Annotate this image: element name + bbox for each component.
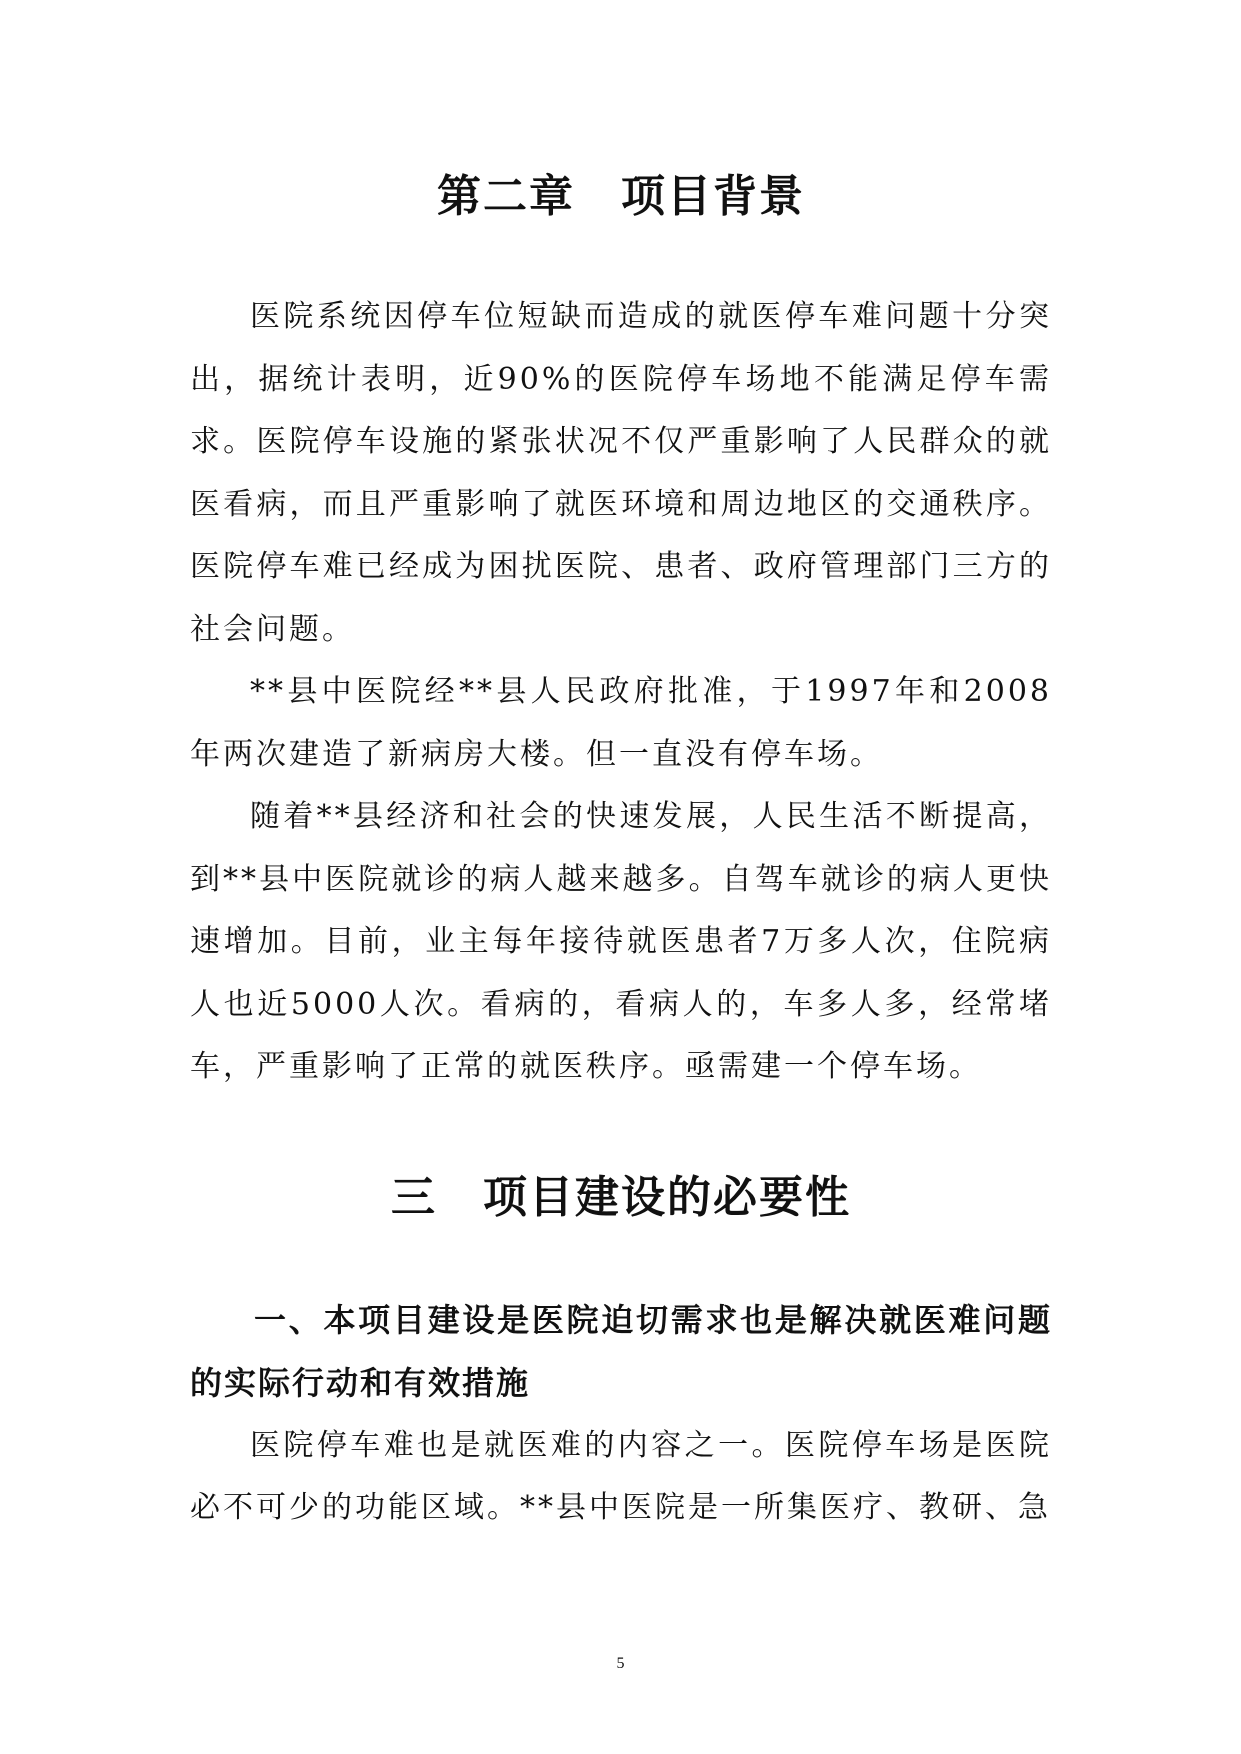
paragraph-background-3: 随着**县经济和社会的快速发展，人民生活不断提高，到**县中医院就诊的病人越来越多。自驾车就诊的病人更快速增加。目前，业主每年接待就医患者7万多人次，住院病人也近5000人次。看病的，看病人的，车多人多，经常堵车，严重影响了正常的就医秩序。亟需建一个停车场。 <box>190 799 1052 1084</box>
page-content <box>190 140 1052 1540</box>
subsection-title: 一、本项目建设是医院迫切需求也是解决就医难问题的实际行动和有效措施 <box>190 1300 1052 1402</box>
page-number: 5 <box>616 1655 625 1672</box>
chapter-title: 第二章 项目背景 <box>437 171 805 222</box>
section-title: 三 项目建设的必要性 <box>391 1171 851 1223</box>
paragraph-subsection-1: 医院停车难也是就医难的内容之一。医院停车场是医院必不可少的功能区域。**县中医院是一所集医疗、教研、急 <box>190 1427 1052 1525</box>
paragraph-background-2: **县中医院经**县人民政府批准，于1997年和2008年两次建造了新病房大楼。但一直没有停车场。 <box>190 674 1052 772</box>
paragraph-background-1: 医院系统因停车位短缺而造成的就医停车难问题十分突出，据统计表明，近90%的医院停车场地不能满足停车需求。医院停车设施的紧张状况不仅严重影响了人民群众的就医看病，而且严重影响了就医环境和周边地区的交通秩序。医院停车难已经成为困扰医院、患者、政府管理部门三方的社会问题。 <box>190 299 1052 647</box>
